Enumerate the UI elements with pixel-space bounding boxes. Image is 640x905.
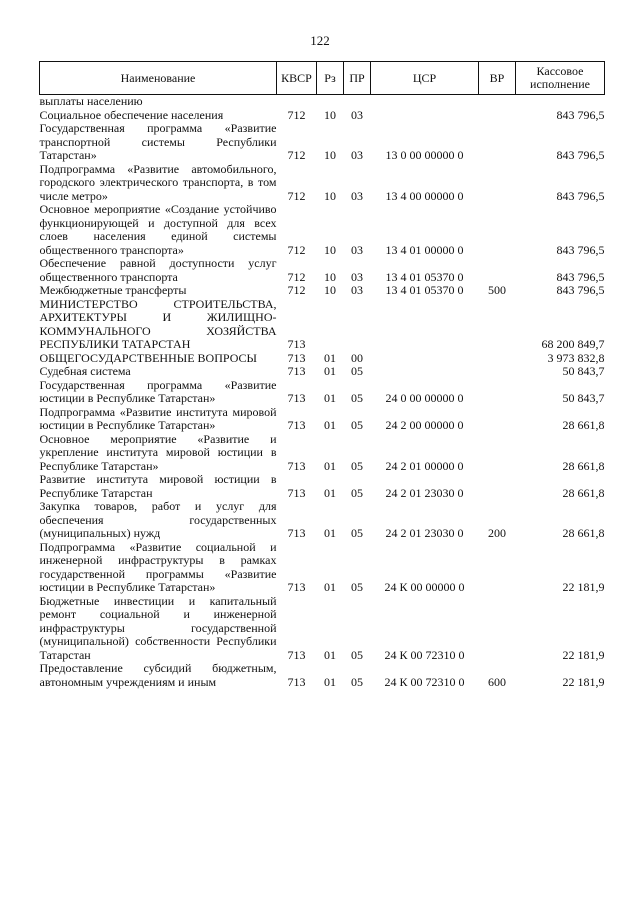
row-rz: 01 <box>324 391 336 405</box>
header-csr: ЦСР <box>371 62 479 95</box>
row-rz: 01 <box>324 364 336 378</box>
row-amount: 843 796,5 <box>556 283 605 297</box>
row-rz: 10 <box>324 269 336 284</box>
row-amount <box>516 95 605 109</box>
header-kvsr: КВСР <box>277 62 317 95</box>
row-csr: 24 2 01 00000 0 <box>385 458 464 473</box>
row-name: Основное мероприятие «Создание устойчиво функционирующей и доступной для всех слоев населения единой системы общественного транспорта» <box>39 202 277 257</box>
row-rz <box>317 298 344 352</box>
table-row <box>40 365 605 379</box>
row-pr: 03 <box>351 269 363 284</box>
row-vr <box>479 541 516 595</box>
row-amount: 843 796,5 <box>556 148 605 162</box>
table-row <box>40 500 605 541</box>
row-pr: 05 <box>351 364 363 378</box>
row-name: Обеспечение равной доступности услуг общественного транспорта <box>39 256 277 284</box>
header-rz: Рз <box>317 62 344 95</box>
row-rz: 01 <box>324 580 336 594</box>
row-amount: 22 181,9 <box>562 580 605 594</box>
row-pr <box>344 298 371 352</box>
row-csr: 24 К 00 72310 0 <box>384 674 465 689</box>
row-rz: 01 <box>324 526 336 540</box>
row-vr <box>479 406 516 433</box>
row-amount: 28 661,8 <box>562 526 605 540</box>
row-rz: 10 <box>324 107 336 122</box>
row-rz: 10 <box>324 283 336 297</box>
row-rz: 10 <box>324 242 336 257</box>
row-amount: 22 181,9 <box>562 647 605 662</box>
table-row <box>40 541 605 595</box>
row-csr: 24 К 00 72310 0 <box>384 647 465 662</box>
row-name: Предоставление субсидий бюджетным, автономным учреждениям и иным <box>39 661 277 689</box>
row-vr <box>479 95 516 109</box>
row-name: Бюджетные инвестиции и капитальный ремонт социальной и инженерной инфраструктуры государственной (муниципальной) собственности Республики Татарстан <box>39 593 277 662</box>
row-rz: 01 <box>324 647 336 662</box>
row-pr: 03 <box>351 242 363 257</box>
row-kvsr: 713 <box>287 418 306 432</box>
row-amount: 28 661,8 <box>562 418 605 432</box>
row-kvsr: 713 <box>287 364 306 378</box>
row-pr: 03 <box>351 283 363 297</box>
row-pr: 05 <box>351 485 363 500</box>
row-amount: 68 200 849,7 <box>541 337 605 351</box>
row-amount: 843 796,5 <box>556 107 605 122</box>
row-pr: 00 <box>351 350 363 365</box>
row-vr <box>479 163 516 204</box>
row-kvsr: 712 <box>287 242 306 257</box>
row-vr: 200 <box>488 526 506 540</box>
row-pr: 05 <box>351 674 363 689</box>
row-name: Государственная программа «Развитие юстиции в Республике Татарстан» <box>39 377 277 405</box>
row-vr <box>479 257 516 284</box>
row-vr <box>479 109 516 123</box>
table-row <box>40 284 605 298</box>
row-pr: 05 <box>351 580 363 594</box>
row-kvsr: 713 <box>287 391 306 405</box>
row-csr: 13 4 00 00000 0 <box>385 188 464 203</box>
row-pr: 05 <box>351 391 363 405</box>
row-rz: 01 <box>324 458 336 473</box>
row-name: Межбюджетные трансферты <box>39 283 187 297</box>
row-csr <box>371 95 479 109</box>
table-row <box>40 473 605 500</box>
row-name: Подпрограмма «Развитие социальной и инженерной инфраструктуры в рамках государственной программы «Развитие юстиции в Республике Татарстан» <box>39 539 277 594</box>
table-row <box>40 203 605 257</box>
table-row <box>40 379 605 406</box>
row-pr: 03 <box>351 148 363 162</box>
row-pr: 05 <box>351 526 363 540</box>
row-kvsr: 712 <box>287 148 306 162</box>
row-csr <box>371 365 479 379</box>
row-amount: 50 843,7 <box>562 391 605 405</box>
table-row <box>40 662 605 689</box>
row-amount: 843 796,5 <box>556 242 605 257</box>
row-rz: 01 <box>324 485 336 500</box>
page-number: 122 <box>310 33 330 48</box>
row-csr: 13 0 00 00000 0 <box>385 148 464 162</box>
table-row <box>40 163 605 204</box>
row-rz: 10 <box>324 188 336 203</box>
row-csr: 24 К 00 00000 0 <box>384 580 465 594</box>
row-pr: 03 <box>351 107 363 122</box>
row-vr <box>479 365 516 379</box>
row-vr <box>479 122 516 163</box>
row-kvsr: 712 <box>287 283 306 297</box>
row-name: Подпрограмма «Развитие института мировой юстиции в Республике Татарстан» <box>39 404 277 432</box>
row-amount: 3 973 832,8 <box>547 350 605 365</box>
row-kvsr: 713 <box>287 580 306 594</box>
row-vr: 500 <box>488 283 506 297</box>
row-csr <box>371 352 479 366</box>
row-amount: 50 843,7 <box>562 364 605 378</box>
table-row <box>40 95 605 109</box>
row-kvsr: 713 <box>287 337 306 351</box>
header-amount: Кассовое исполнение <box>516 62 605 95</box>
table-row <box>40 298 605 352</box>
row-pr: 05 <box>351 647 363 662</box>
row-kvsr: 713 <box>287 647 306 662</box>
budget-table <box>39 61 605 689</box>
row-rz: 10 <box>324 148 336 162</box>
row-vr <box>479 433 516 474</box>
table-row <box>40 595 605 663</box>
row-name: Социальное обеспечение населения <box>39 107 224 122</box>
row-rz: 01 <box>324 418 336 432</box>
row-rz: 01 <box>324 674 336 689</box>
row-name: Основное мероприятие «Развитие и укрепление института мировой юстиции в Республике Татарстан» <box>39 431 277 473</box>
row-csr: 24 2 01 23030 0 <box>385 485 464 500</box>
row-name: МИНИСТЕРСТВО СТРОИТЕЛЬСТВА, АРХИТЕКТУРЫ И ЖИЛИЩНО-КОММУНАЛЬНОГО ХОЗЯЙСТВА РЕСПУБЛИКИ ТАТАРСТАН <box>39 296 277 351</box>
row-kvsr: 713 <box>287 485 306 500</box>
row-kvsr: 713 <box>287 350 306 365</box>
table-row <box>40 433 605 474</box>
row-amount: 28 661,8 <box>562 458 605 473</box>
table-row <box>40 109 605 123</box>
row-csr: 13 4 01 05370 0 <box>385 269 464 284</box>
row-csr: 13 4 01 05370 0 <box>385 283 464 297</box>
table-row <box>40 352 605 366</box>
row-vr <box>479 352 516 366</box>
row-name: Развитие института мировой юстиции в Республике Татарстан <box>39 472 277 500</box>
row-kvsr: 713 <box>287 526 306 540</box>
row-csr: 24 0 00 00000 0 <box>385 391 464 405</box>
table-row <box>40 406 605 433</box>
row-csr: 24 2 00 00000 0 <box>385 418 464 432</box>
header-name: Наименование <box>40 62 277 95</box>
row-amount: 843 796,5 <box>556 269 605 284</box>
row-pr: 05 <box>351 418 363 432</box>
row-kvsr <box>277 95 317 109</box>
row-pr <box>344 95 371 109</box>
row-vr <box>479 595 516 663</box>
row-kvsr: 712 <box>287 269 306 284</box>
row-csr <box>371 109 479 123</box>
row-vr: 600 <box>488 674 506 689</box>
row-amount: 843 796,5 <box>556 188 605 203</box>
row-csr: 13 4 01 00000 0 <box>385 242 464 257</box>
table-row <box>40 122 605 163</box>
row-kvsr: 712 <box>287 107 306 122</box>
row-name: Закупка товаров, работ и услуг для обеспечения государственных (муниципальных) нужд <box>39 499 277 540</box>
table-row <box>40 257 605 284</box>
row-vr <box>479 379 516 406</box>
row-amount: 28 661,8 <box>562 485 605 500</box>
row-csr: 24 2 01 23030 0 <box>385 526 464 540</box>
row-name: Государственная программа «Развитие транспортной системы Республики Татарстан» <box>39 121 277 162</box>
row-kvsr: 712 <box>287 188 306 203</box>
table-header-row <box>40 62 605 95</box>
row-rz <box>317 95 344 109</box>
row-kvsr: 713 <box>287 458 306 473</box>
row-name: ОБЩЕГОСУДАРСТВЕННЫЕ ВОПРОСЫ <box>39 350 257 365</box>
row-vr <box>479 203 516 257</box>
row-vr <box>479 473 516 500</box>
row-amount: 22 181,9 <box>562 674 605 689</box>
row-kvsr: 713 <box>287 674 306 689</box>
row-pr: 03 <box>351 188 363 203</box>
row-name: Подпрограмма «Развитие автомобильного, городского электрического транспорта, в том числе метро» <box>39 161 277 203</box>
row-vr <box>479 298 516 352</box>
header-pr: ПР <box>344 62 371 95</box>
header-vr: ВР <box>479 62 516 95</box>
row-name: выплаты населению <box>39 94 143 108</box>
row-name: Судебная система <box>39 364 131 378</box>
row-pr: 05 <box>351 458 363 473</box>
row-csr <box>371 298 479 352</box>
row-rz: 01 <box>324 350 336 365</box>
